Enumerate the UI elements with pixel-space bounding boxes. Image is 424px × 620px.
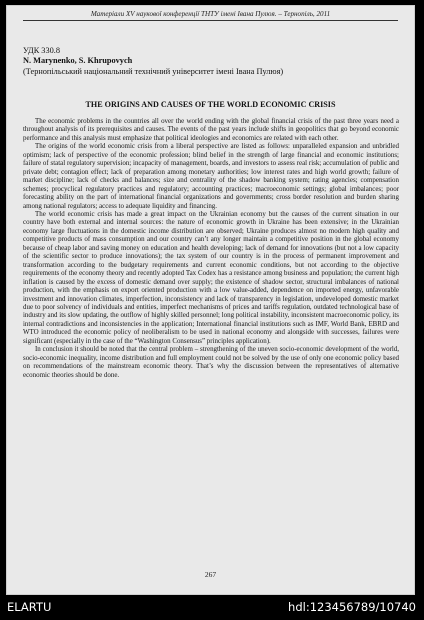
handle-id: hdl:123456789/10740 (288, 600, 416, 614)
udc-code: УДК 330.8 (23, 46, 60, 55)
paragraph-intro: The economic problems in the countries all over the world ending with the global financial crisis of the past three years need a throughout analysis of its prerequisites and causes. The events of the past years include shifts in geopolitics that go beyond economic performance and this analysis must emphasize that political ideologies and economics are related with each other. (23, 117, 399, 142)
affiliation: (Тернопільський національний технічний університет імені Івана Пулюя) (23, 66, 284, 76)
paragraph-origins: The origins of the world economic crisis from a liberal perspective are listed as follows: unparalleled expansion and unbridled optimism; lack of perspective of the economic profession; blind belief in the strength of large financial and economic institutions; failure of statal regulatory supervision; incapacity of management, boards, and investors to assess real risk; accumulation of public and private debt; contagion effect; lack of preparation among monetary authorities; low interest rates and high world growth; failure of market discipline; lack of checks and balances; size and centrality of the shadow banking system; rating agencies; compensation schemes; procyclical regulatory practices and regulatory; accounting practices; macroeconomic settings; global imbalances; poor forecasting ability on the part of international financial organizations and governments; cross border resolution and burden sharing among national regulators; access to adequate liquidity and financing. (23, 142, 399, 210)
paragraph-ukraine: The world economic crisis has made a great impact on the Ukrainian economy but the causes of the current situation in our country have both external and internal sources: the nature of economic growth in Ukraine has been extensive; in the Ukrainian economy large fluctuations in the domestic income distribution are observed; Ukraine produces almost no modern high quality and competitive products of mass consumption and our country can’t any longer maintain a competitive position in the global economy because of cheap labor and saving money on education and health developing; lack of demand for innovations (but not a low capacity of the scientific sector to produce innovations); the tax system of our country is in the process of permanent improvement and transformation according to the budgetary requirements and current economic conditions, but not according to the objective requirements of the economy theory and recently adopted Tax Codex has a resistance among business and population; the current high inflation is caused by the excess of domestic demand over supply; the existence of shadow sector, structural imbalances of national production, with the emphasis on export oriented production with a low value-added, dependence on imported energy, unfavorable investment and innovation climates, imperfection, inconsistency and lack of transparency in legislation, undeveloped domestic market due to poor solvency of individuals and entities, imperfect mechanisms of prices and tariffs regulation, outdated technological base of industry and its slow updating, the outflow of highly skilled personnel; long political instability, inconsistent macroeconomic policy, its internal contradictions and inconsistencies in the application; International financial institutions such as IMF, World Bank, EBRD and WTO introduced the economic policy of neoliberalism to be used in national economy and alongside with successes, failures were significant (especially in the case of the “Washington Consensus” principles application). (23, 209, 399, 345)
article-meta (23, 46, 283, 77)
header-rule (23, 20, 398, 21)
repository-footer (0, 596, 424, 620)
running-head: Матеріали XV наукової конференції ТНТУ імені Івана Пулюя. – Тернопіль, 2011 (90, 10, 331, 18)
paragraph-conclusion: In conclusion it should be noted that the central problem – strengthening of the uneven socio-economic development of the world, socio-economic inequality, income distribution and full employment could not be solved by the use of only one economic policy based on recommendations of the mainstream economic theory. That’s why the discussion between the representatives of alternative economic theories should be done. (23, 345, 399, 379)
page-number: 267 (204, 570, 217, 579)
article-body (23, 117, 399, 379)
repository-name: ELARTU (7, 600, 52, 614)
article-title: THE ORIGINS AND CAUSES OF THE WORLD ECONOMIC CRISIS (85, 100, 336, 109)
authors: N. Marynenko, S. Khrupovych (23, 56, 133, 66)
document-page (6, 5, 415, 595)
